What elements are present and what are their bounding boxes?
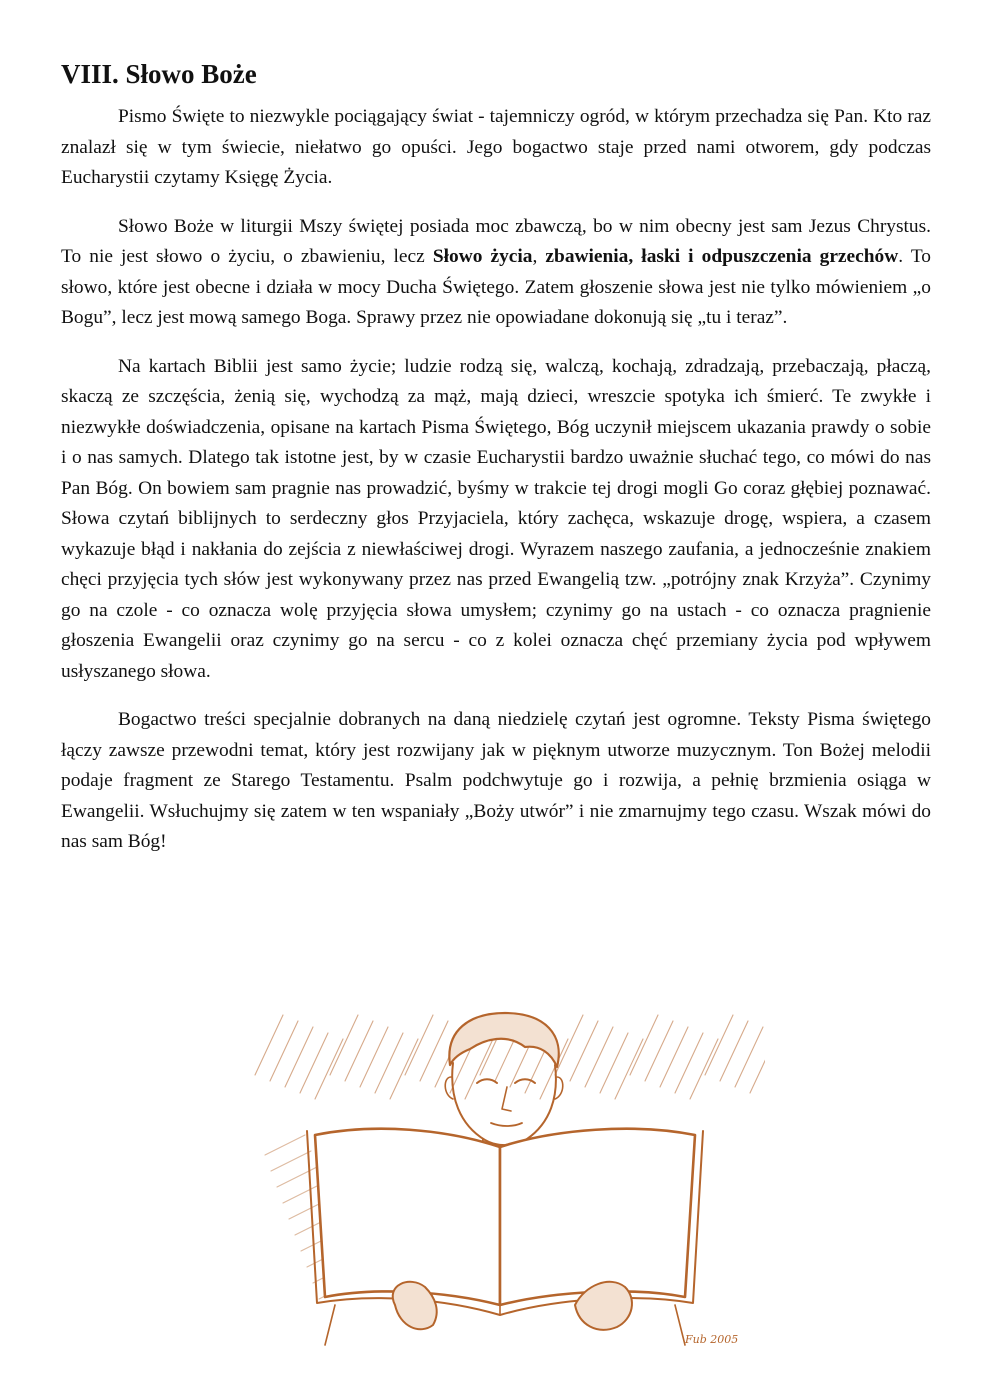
hatch-line [720,1021,748,1081]
hatch-line [555,1015,583,1075]
hatch-line [405,1015,433,1075]
hatch-line [270,1021,298,1081]
page-content [61,58,931,876]
paragraph-2-bold-b: zbawienia, łaski i odpuszczenia grzechów [545,246,899,268]
hatch-line [660,1027,688,1087]
hatch-line [675,1033,703,1093]
hatch-line [600,1033,628,1093]
hatch-line [705,1015,733,1075]
mouth [491,1123,522,1126]
page-title: VIII. Słowo Boże [61,59,257,89]
hatch-line [615,1039,643,1099]
hatch-line [645,1021,673,1081]
artist-signature: Fub 2005 [685,1333,739,1346]
paragraph-2-text-b: , [532,246,546,268]
hatch-line [265,1135,305,1155]
hatch-line [255,1015,283,1075]
paragraph-2 [61,212,931,334]
hatch-line [735,1027,763,1087]
hatch-line [390,1039,418,1099]
paragraph-3: Na kartach Biblii jest samo życie; ludzie rodzą się, walczą, kochają, zdradzają, przebaczają, płaczą, skaczą ze szczęścia, żenią się, wychodzą za mąż, mają dzieci, wreszcie spotyka ich śmierć. Te zwykłe i niezwykłe doświadczenia, opisane na kartach Pisma Świętego, Bóg uczynił miejscem ukazania prawdy o sobie i o nas samych. Dlatego tak istotne jest, by w czasie Eucharystii bardzo uważnie słuchać tego, co mówi do nas Pan Bóg. On bowiem sam pragnie nas prowadzić, byśmy w trakcie tej drogi mogli Go coraz głębiej poznawać. Słowa czytań biblijnych to serdeczny głos Przyjaciela, który zachęca, wskazuje drogę, wspiera, a czasem wykazuje błąd i nakłania do zejścia z niewłaściwej drogi. Wyrazem naszego zaufania, a jednocześnie znakiem chęci przyjęcia tych słów jest wykonywany przez nas przed Ewangelią tzw. „potrójny znak Krzyża”. Czynimy go na czole - co oznacza wolę przyjęcia słowa umysłem; czynimy go na ustach - co oznacza pragnienie głoszenia Ewangelii oraz czynimy go na sercu - co z kolei oznacza chęć przemiany życia pod wpływem usłyszanego słowa. [61,355,931,682]
hatch-line [285,1027,313,1087]
hatch-line [315,1039,343,1099]
paragraph-2-bold-a: Słowo życia [432,246,533,268]
hatch-line [585,1027,613,1087]
paragraph-1: Pismo Święte to niezwykle pociągający świat - tajemniczy ogród, w którym przechadza się Pan. Kto raz znalazł się w tym świecie, niełatwo go opuści. Jego bogactwo staje przed nami otworem, gdy podczas Eucharystii czytamy Księgę Życia. [61,106,931,189]
right-eye [515,1079,535,1083]
hatch-line [360,1027,388,1087]
left-eye [477,1079,497,1083]
book-left-page [315,1129,500,1305]
hatch-line [375,1033,403,1093]
face-outline [452,1063,556,1145]
hatch-line [750,1033,765,1093]
illustration-person-with-open-book [245,1005,765,1350]
hatch-line [300,1033,328,1093]
paragraph-4: Bogactwo treści specjalnie dobranych na daną niedzielę czytań jest ogromne. Teksty Pisma świętego łączy zawsze przewodni temat, który jest rozwijany jak w pięknym utworze muzycznym. Ton Bożej melodii podaje fragment ze Starego Testamentu. Psalm podchwytuje go i rozwija, a pełnię brzmienia osiąga w Ewangelii. Wsłuchujmy się zatem w ten wspaniały „Boży utwór” i nie zmarnujmy tego czasu. Wszak mówi do nas sam Bóg! [61,709,931,853]
nose [502,1087,511,1111]
hatch-line [420,1021,448,1081]
hatch-line [271,1151,311,1171]
hatch-line [690,1039,718,1099]
hatch-line [570,1021,598,1081]
hatch-line [630,1015,658,1075]
book-right-page [500,1129,695,1305]
hatch-line [330,1015,358,1075]
paragraph-2-text-c: . To słowo, które jest obecne i działa w mocy Ducha Świętego. Zatem głoszenie słowa jest nie tylko mówieniem „o Bogu”, lecz jest mową samego Boga. Sprawy przez nie opowiadane dokonują się „tu i teraz”. [61,246,931,329]
paragraph-2-text-a: Słowo Boże w liturgii Mszy świętej posiada moc zbawczą, bo w nim obecny jest sam Jezus Chrystus. To nie jest słowo o życiu, o zbawieniu, lecz [61,215,931,268]
hatch-line [345,1021,373,1081]
